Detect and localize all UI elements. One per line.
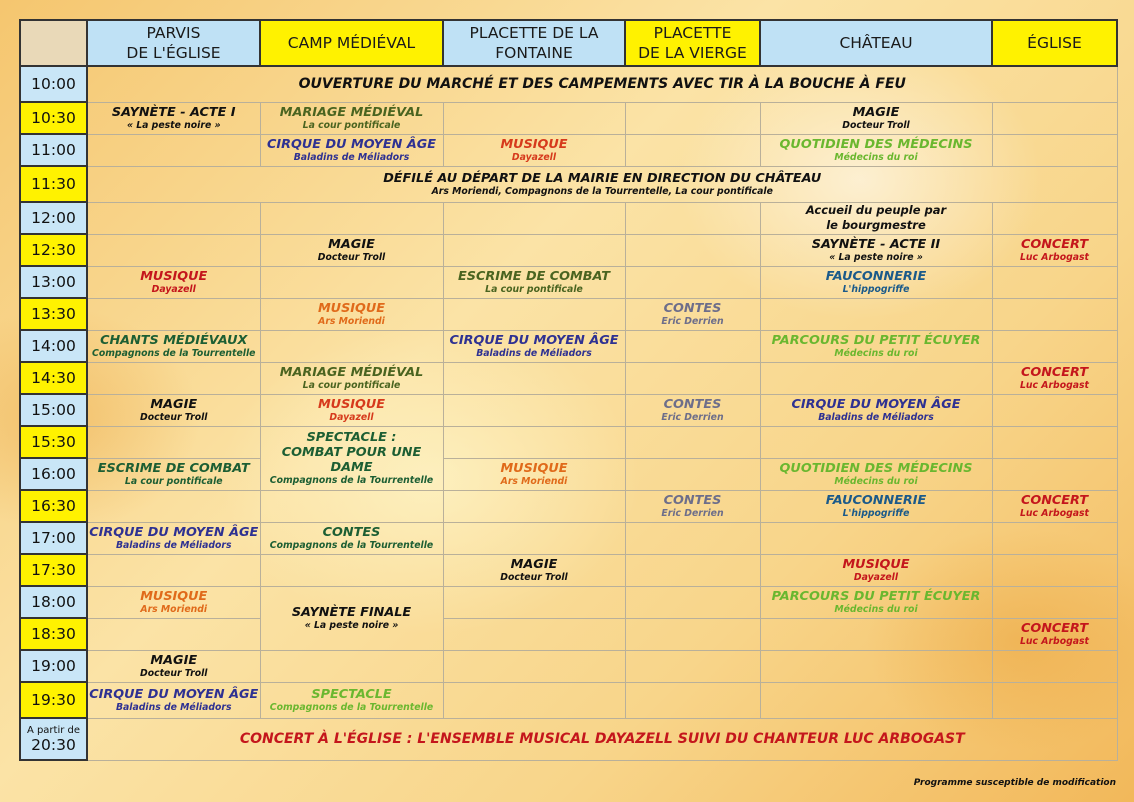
empty-cell <box>87 618 260 650</box>
empty-cell <box>443 298 625 330</box>
time-cell: 15:30 <box>20 426 87 458</box>
event-cell: CONTES Compagnons de la Tourrentelle <box>260 522 443 554</box>
event-cell: CIRQUE DU MOYEN ÂGE Baladins de Méliadors <box>443 330 625 362</box>
empty-cell <box>87 234 260 266</box>
time-cell: 17:30 <box>20 554 87 586</box>
time-cell: 10:30 <box>20 102 87 134</box>
empty-cell <box>992 134 1117 166</box>
header-camp: CAMP MÉDIÉVAL <box>260 20 443 66</box>
empty-cell <box>443 202 625 234</box>
empty-cell <box>87 554 260 586</box>
time-cell: 17:00 <box>20 522 87 554</box>
event-cell: CHANTS MÉDIÉVAUX Compagnons de la Tourrentelle <box>87 330 260 362</box>
empty-cell <box>625 362 760 394</box>
empty-cell <box>443 586 625 618</box>
empty-cell <box>87 362 260 394</box>
empty-cell <box>260 554 443 586</box>
empty-cell <box>625 618 760 650</box>
time-cell: 11:00 <box>20 134 87 166</box>
time-cell: 10:00 <box>20 66 87 102</box>
event-cell: FAUCONNERIE L'hippogriffe <box>760 490 992 522</box>
empty-cell <box>992 426 1117 458</box>
event-cell: MUSIQUE Dayazell <box>443 134 625 166</box>
empty-cell <box>625 458 760 490</box>
event-ouverture: OUVERTURE DU MARCHÉ ET DES CAMPEMENTS AVEC TIR À LA BOUCHE À FEU <box>87 66 1117 102</box>
empty-cell <box>443 650 625 682</box>
time-cell: 19:00 <box>20 650 87 682</box>
empty-cell <box>992 586 1117 618</box>
event-cell: MUSIQUE Dayazell <box>87 266 260 298</box>
header-vierge: PLACETTE DE LA VIERGE <box>625 20 760 66</box>
event-cell: MARIAGE MÉDIÉVAL La cour pontificale <box>260 102 443 134</box>
time-cell: 12:30 <box>20 234 87 266</box>
empty-cell <box>625 266 760 298</box>
corner-cell <box>20 20 87 66</box>
time-cell: 16:30 <box>20 490 87 522</box>
empty-cell <box>625 330 760 362</box>
empty-cell <box>87 426 260 458</box>
time-cell: 19:30 <box>20 682 87 718</box>
time-cell: 11:30 <box>20 166 87 202</box>
empty-cell <box>443 490 625 522</box>
empty-cell <box>760 650 992 682</box>
time-cell: 14:00 <box>20 330 87 362</box>
time-cell: 15:00 <box>20 394 87 426</box>
event-cell: MUSIQUE Dayazell <box>260 394 443 426</box>
event-cell: PARCOURS DU PETIT ÉCUYER Médecins du roi <box>760 330 992 362</box>
event-cell: QUOTIDIEN DES MÉDECINS Médecins du roi <box>760 134 992 166</box>
empty-cell <box>443 426 625 458</box>
empty-cell <box>87 202 260 234</box>
empty-cell <box>443 618 625 650</box>
empty-cell <box>760 522 992 554</box>
empty-cell <box>625 682 760 718</box>
event-cell: MUSIQUE Ars Moriendi <box>87 586 260 618</box>
time-cell: 18:30 <box>20 618 87 650</box>
empty-cell <box>760 682 992 718</box>
empty-cell <box>992 458 1117 490</box>
event-cell: CIRQUE DU MOYEN ÂGE Baladins de Méliadors <box>760 394 992 426</box>
event-cell: MARIAGE MÉDIÉVAL La cour pontificale <box>260 362 443 394</box>
event-cell: MAGIE Docteur Troll <box>87 650 260 682</box>
empty-cell <box>443 682 625 718</box>
time-cell: 13:00 <box>20 266 87 298</box>
empty-cell <box>992 102 1117 134</box>
footnote: Programme susceptible de modification <box>913 778 1116 788</box>
event-cell: CONTES Eric Derrien <box>625 298 760 330</box>
empty-cell <box>992 330 1117 362</box>
event-cell: CIRQUE DU MOYEN ÂGE Baladins de Méliadors <box>87 522 260 554</box>
empty-cell <box>992 298 1117 330</box>
empty-cell <box>992 522 1117 554</box>
header-eglise: ÉGLISE <box>992 20 1117 66</box>
event-cell: CONCERT Luc Arbogast <box>992 234 1117 266</box>
header-fontaine: PLACETTE DE LA FONTAINE <box>443 20 625 66</box>
empty-cell <box>625 586 760 618</box>
empty-cell <box>625 102 760 134</box>
empty-cell <box>760 298 992 330</box>
empty-cell <box>260 650 443 682</box>
empty-cell <box>443 362 625 394</box>
event-cell: CONCERT Luc Arbogast <box>992 618 1117 650</box>
time-cell: 13:30 <box>20 298 87 330</box>
empty-cell <box>760 618 992 650</box>
empty-cell <box>992 394 1117 426</box>
empty-cell <box>443 522 625 554</box>
event-cell: Accueil du peuple par le bourgmestre <box>760 202 992 234</box>
event-cell: PARCOURS DU PETIT ÉCUYER Médecins du roi <box>760 586 992 618</box>
empty-cell <box>992 650 1117 682</box>
time-cell: 12:00 <box>20 202 87 234</box>
empty-cell <box>260 266 443 298</box>
empty-cell <box>992 682 1117 718</box>
event-cell: MAGIE Docteur Troll <box>260 234 443 266</box>
empty-cell <box>87 490 260 522</box>
event-cell: ESCRIME DE COMBAT La cour pontificale <box>87 458 260 490</box>
event-cell: SAYNÈTE FINALE « La peste noire » <box>260 586 443 650</box>
empty-cell <box>87 298 260 330</box>
empty-cell <box>443 102 625 134</box>
empty-cell <box>992 554 1117 586</box>
schedule-table <box>19 19 1118 761</box>
event-cell: SAYNÈTE - ACTE I « La peste noire » <box>87 102 260 134</box>
empty-cell <box>992 266 1117 298</box>
empty-cell <box>625 650 760 682</box>
empty-cell <box>443 234 625 266</box>
empty-cell <box>760 426 992 458</box>
empty-cell <box>625 134 760 166</box>
empty-cell <box>625 202 760 234</box>
header-chateau: CHÂTEAU <box>760 20 992 66</box>
event-cell: CIRQUE DU MOYEN ÂGE Baladins de Méliadors <box>260 134 443 166</box>
header-parvis: PARVIS DE L'ÉGLISE <box>87 20 260 66</box>
event-cell: MUSIQUE Ars Moriendi <box>443 458 625 490</box>
event-cell: SPECTACLE Compagnons de la Tourrentelle <box>260 682 443 718</box>
event-cell: MAGIE Docteur Troll <box>87 394 260 426</box>
event-defile: DÉFILÉ AU DÉPART DE LA MAIRIE EN DIRECTION DU CHÂTEAU Ars Moriendi, Compagnons de la Tourrentelle, La cour pontificale <box>87 166 1117 202</box>
empty-cell <box>260 202 443 234</box>
time-cell-last: A partir de 20:30 <box>20 718 87 760</box>
empty-cell <box>992 202 1117 234</box>
event-cell: MUSIQUE Ars Moriendi <box>260 298 443 330</box>
empty-cell <box>260 330 443 362</box>
event-cell: CONCERT Luc Arbogast <box>992 490 1117 522</box>
event-cell: MAGIE Docteur Troll <box>760 102 992 134</box>
empty-cell <box>625 522 760 554</box>
event-cell: CONTES Eric Derrien <box>625 394 760 426</box>
empty-cell <box>625 426 760 458</box>
event-cell: SAYNÈTE - ACTE II « La peste noire » <box>760 234 992 266</box>
empty-cell <box>443 394 625 426</box>
event-cell: ESCRIME DE COMBAT La cour pontificale <box>443 266 625 298</box>
event-concert-final: CONCERT À L'ÉGLISE : L'ENSEMBLE MUSICAL DAYAZELL SUIVI DU CHANTEUR LUC ARBOGAST <box>87 718 1117 760</box>
event-cell: CIRQUE DU MOYEN ÂGE Baladins de Méliadors <box>87 682 260 718</box>
time-cell: 14:30 <box>20 362 87 394</box>
event-cell: FAUCONNERIE L'hippogriffe <box>760 266 992 298</box>
event-cell: CONCERT Luc Arbogast <box>992 362 1117 394</box>
empty-cell <box>260 490 443 522</box>
empty-cell <box>625 554 760 586</box>
event-cell: CONTES Eric Derrien <box>625 490 760 522</box>
empty-cell <box>87 134 260 166</box>
time-cell: 16:00 <box>20 458 87 490</box>
event-cell: MUSIQUE Dayazell <box>760 554 992 586</box>
event-cell: SPECTACLE : COMBAT POUR UNE DAME Compagnons de la Tourrentelle <box>260 426 443 490</box>
empty-cell <box>625 234 760 266</box>
event-cell: MAGIE Docteur Troll <box>443 554 625 586</box>
event-cell: QUOTIDIEN DES MÉDECINS Médecins du roi <box>760 458 992 490</box>
time-cell: 18:00 <box>20 586 87 618</box>
empty-cell <box>760 362 992 394</box>
